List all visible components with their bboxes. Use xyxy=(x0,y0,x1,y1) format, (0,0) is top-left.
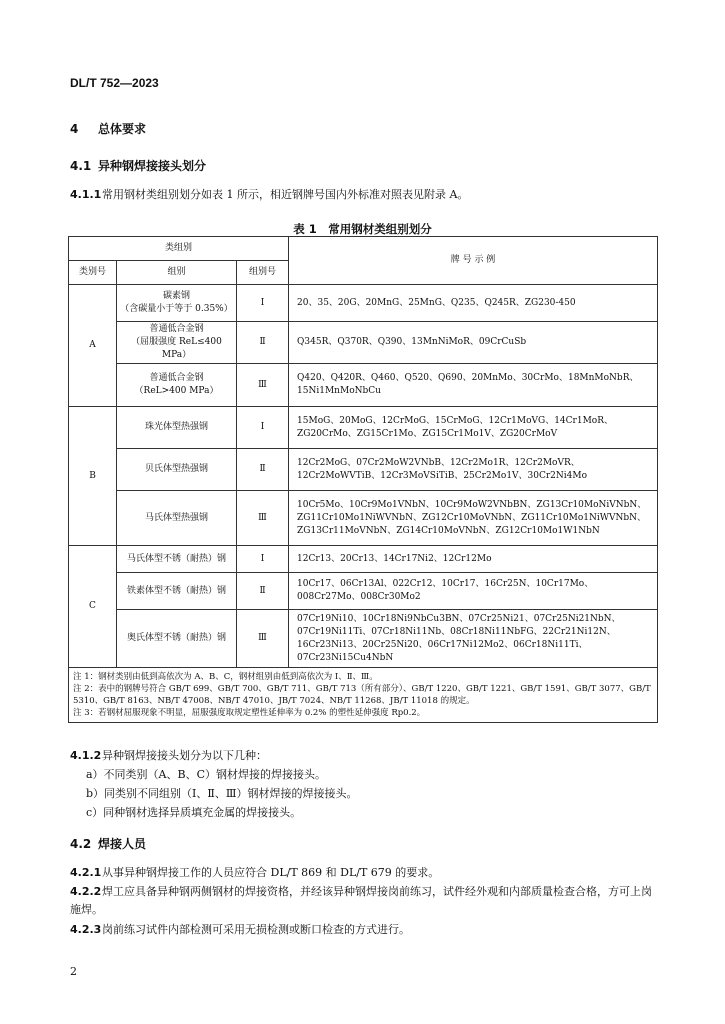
group-name: 奥氏体型不锈（耐热）钢 xyxy=(117,610,237,668)
paragraph-4-1-2 xyxy=(70,747,655,765)
document-code: DL/T 752—2023 xyxy=(70,76,159,90)
group-name: 马氏体型不锈（耐热）钢 xyxy=(117,546,237,573)
grade-examples: 10Cr5Mo、10Cr9Mo1VNbN、10Cr9MoW2VNbBN、ZG13Cr10MoNiVNbN、ZG11Cr10Mo1NiWVNbN、ZG12Cr10MoVNbN、ZG11Cr10Mo1NiWVNbN、ZG13Cr11MoVNbN、ZG14Cr10MoVNbN、ZG12Cr10Mo1W1NbN xyxy=(289,491,658,546)
header-class: 类别号 xyxy=(69,261,117,285)
paragraph-4-2-1 xyxy=(70,864,655,882)
group-name: 贝氏体型热强钢 xyxy=(117,449,237,491)
paragraph-4-2-2 xyxy=(70,883,655,919)
clause-text: 焊工应具备异种钢两侧钢材的焊接资格，并经该异种钢焊接岗前练习，试件经外观和内部质量检查合格，方可上岗施焊。 xyxy=(70,885,652,916)
list-item: a）不同类别（A、B、C）钢材焊接的焊接接头。 xyxy=(86,768,327,781)
group-no: Ⅰ xyxy=(237,546,289,573)
table-note: 注 2：表中的钢牌号符合 GB/T 699、GB/T 700、GB/T 711、GB/T 713（所有部分）、GB/T 1220、GB/T 1221、GB/T 1591、GB/T 3077、GB/T 5310、GB/T 8163、NB/T 47008、NB/T 47010、JB/T 7024、NB/T 11268、JB/T 11018 的规定。 xyxy=(73,684,651,706)
clause-number: 4.1.2 xyxy=(70,749,102,762)
page-number: 2 xyxy=(70,965,77,978)
grade-examples: Q345R、Q370R、Q390、13MnNiMoR、09CrCuSb xyxy=(289,322,658,364)
section-number: 4.2 xyxy=(70,837,92,851)
clause-number: 4.2.3 xyxy=(70,923,102,936)
list-item: c）同种钢材选择异质填充金属的焊接接头。 xyxy=(86,806,302,819)
group-no: Ⅲ xyxy=(237,610,289,668)
section-number: 4 xyxy=(70,122,79,136)
group-no: Ⅰ xyxy=(237,407,289,449)
group-no: Ⅱ xyxy=(237,449,289,491)
paragraph-4-1-1 xyxy=(70,186,655,204)
group-name: 铁素体型不锈（耐热）钢 xyxy=(117,573,237,610)
group-name: 普通低合金钢 （ReL>400 MPa） xyxy=(117,364,237,407)
class-b: B xyxy=(69,407,117,546)
table-note: 注 3：若钢材屈服现象不明显，屈服强度取规定塑性延伸率为 0.2% 的塑性延伸强度 Rp0.2。 xyxy=(73,708,426,718)
table-caption: 表 1 常用钢材类组别划分 xyxy=(293,222,432,236)
grade-examples: 12Cr13、20Cr13、14Cr17Ni2、12Cr12Mo xyxy=(289,546,658,573)
group-no: Ⅱ xyxy=(237,322,289,364)
section-title: 焊接人员 xyxy=(98,837,147,851)
class-a: A xyxy=(69,285,117,407)
section-title: 异种钢焊接接头划分 xyxy=(98,159,207,173)
class-c: C xyxy=(69,546,117,668)
section-title: 总体要求 xyxy=(98,122,147,136)
group-name: 碳素钢 （含碳量小于等于 0.35%） xyxy=(117,285,237,322)
section-4-1-heading xyxy=(70,157,206,174)
grade-examples: 12Cr2MoG、07Cr2MoW2VNbB、12Cr2Mo1R、12Cr2MoVR、12Cr2MoWVTiB、12Cr3MoVSiTiB、25Cr2Mo1V、30Cr2Ni4Mo xyxy=(289,449,658,491)
group-name: 普通低合金钢 （屈服强度 ReL≤400 MPa） xyxy=(117,322,237,364)
clause-number: 4.2.1 xyxy=(70,866,102,879)
group-name: 珠光体型热强钢 xyxy=(117,407,237,449)
section-number: 4.1 xyxy=(70,159,92,173)
clause-text: 常用钢材类组别划分如表 1 所示，相近钢牌号国内外标准对照表见附录 A。 xyxy=(102,188,469,201)
group-no: Ⅲ xyxy=(237,364,289,407)
header-group-no: 组别号 xyxy=(237,261,289,285)
section-4-heading xyxy=(70,120,146,137)
grade-examples: 07Cr19Ni10、10Cr18Ni9NbCu3BN、07Cr25Ni21、07Cr25Ni21NbN、07Cr19Ni11Ti、07Cr18Ni11Nb、08Cr18Ni11NbFG、22Cr21Ni12N、16Cr23Ni13、20Cr25Ni20、06Cr17Ni12Mo2、06Cr18Ni11Ti、07Cr23Ni15Cu4NbN xyxy=(289,610,658,668)
group-name: 马氏体型热强钢 xyxy=(117,491,237,546)
group-no: Ⅱ xyxy=(237,573,289,610)
clause-number: 4.2.2 xyxy=(70,885,102,898)
grade-examples: 20、35、20G、20MnG、25MnG、Q235、Q245R、ZG230-450 xyxy=(289,285,658,322)
steel-classification-table xyxy=(68,236,658,723)
grade-examples: 10Cr17、06Cr13Al、022Cr12、10Cr17、16Cr25N、10Cr17Mo、008Cr27Mo、008Cr30Mo2 xyxy=(289,573,658,610)
group-no: Ⅰ xyxy=(237,285,289,322)
table-notes xyxy=(69,668,658,723)
header-group: 类组别 xyxy=(69,237,289,261)
list-item: b）同类别不同组别（Ⅰ、Ⅱ、Ⅲ）钢材焊接的焊接接头。 xyxy=(86,787,358,800)
header-group-name: 组别 xyxy=(117,261,237,285)
joint-type-list xyxy=(86,766,357,823)
clause-text: 岗前练习试件内部检测可采用无损检测或断口检查的方式进行。 xyxy=(102,923,410,936)
section-4-2-heading xyxy=(70,835,146,852)
clause-number: 4.1.1 xyxy=(70,188,102,201)
grade-examples: 15MoG、20MoG、12CrMoG、15CrMoG、12Cr1MoVG、14Cr1MoR、ZG20CrMo、ZG15Cr1Mo、ZG15Cr1Mo1V、ZG20CrMoV xyxy=(289,407,658,449)
grade-examples: Q420、Q420R、Q460、Q520、Q690、20MnMo、30CrMo、18MnMoNbR、15Ni1MnMoNbCu xyxy=(289,364,658,407)
clause-text: 从事异种钢焊接工作的人员应符合 DL/T 869 和 DL/T 679 的要求。 xyxy=(102,866,440,879)
paragraph-4-2-3 xyxy=(70,921,655,939)
clause-text: 异种钢焊接接头划分为以下几种： xyxy=(102,749,267,762)
table-note: 注 1：钢材类别由低到高依次为 A、B、C，钢材组别由低到高依次为 Ⅰ、Ⅱ、Ⅲ。 xyxy=(73,672,378,682)
group-no: Ⅲ xyxy=(237,491,289,546)
header-example: 牌 号 示 例 xyxy=(289,237,658,285)
